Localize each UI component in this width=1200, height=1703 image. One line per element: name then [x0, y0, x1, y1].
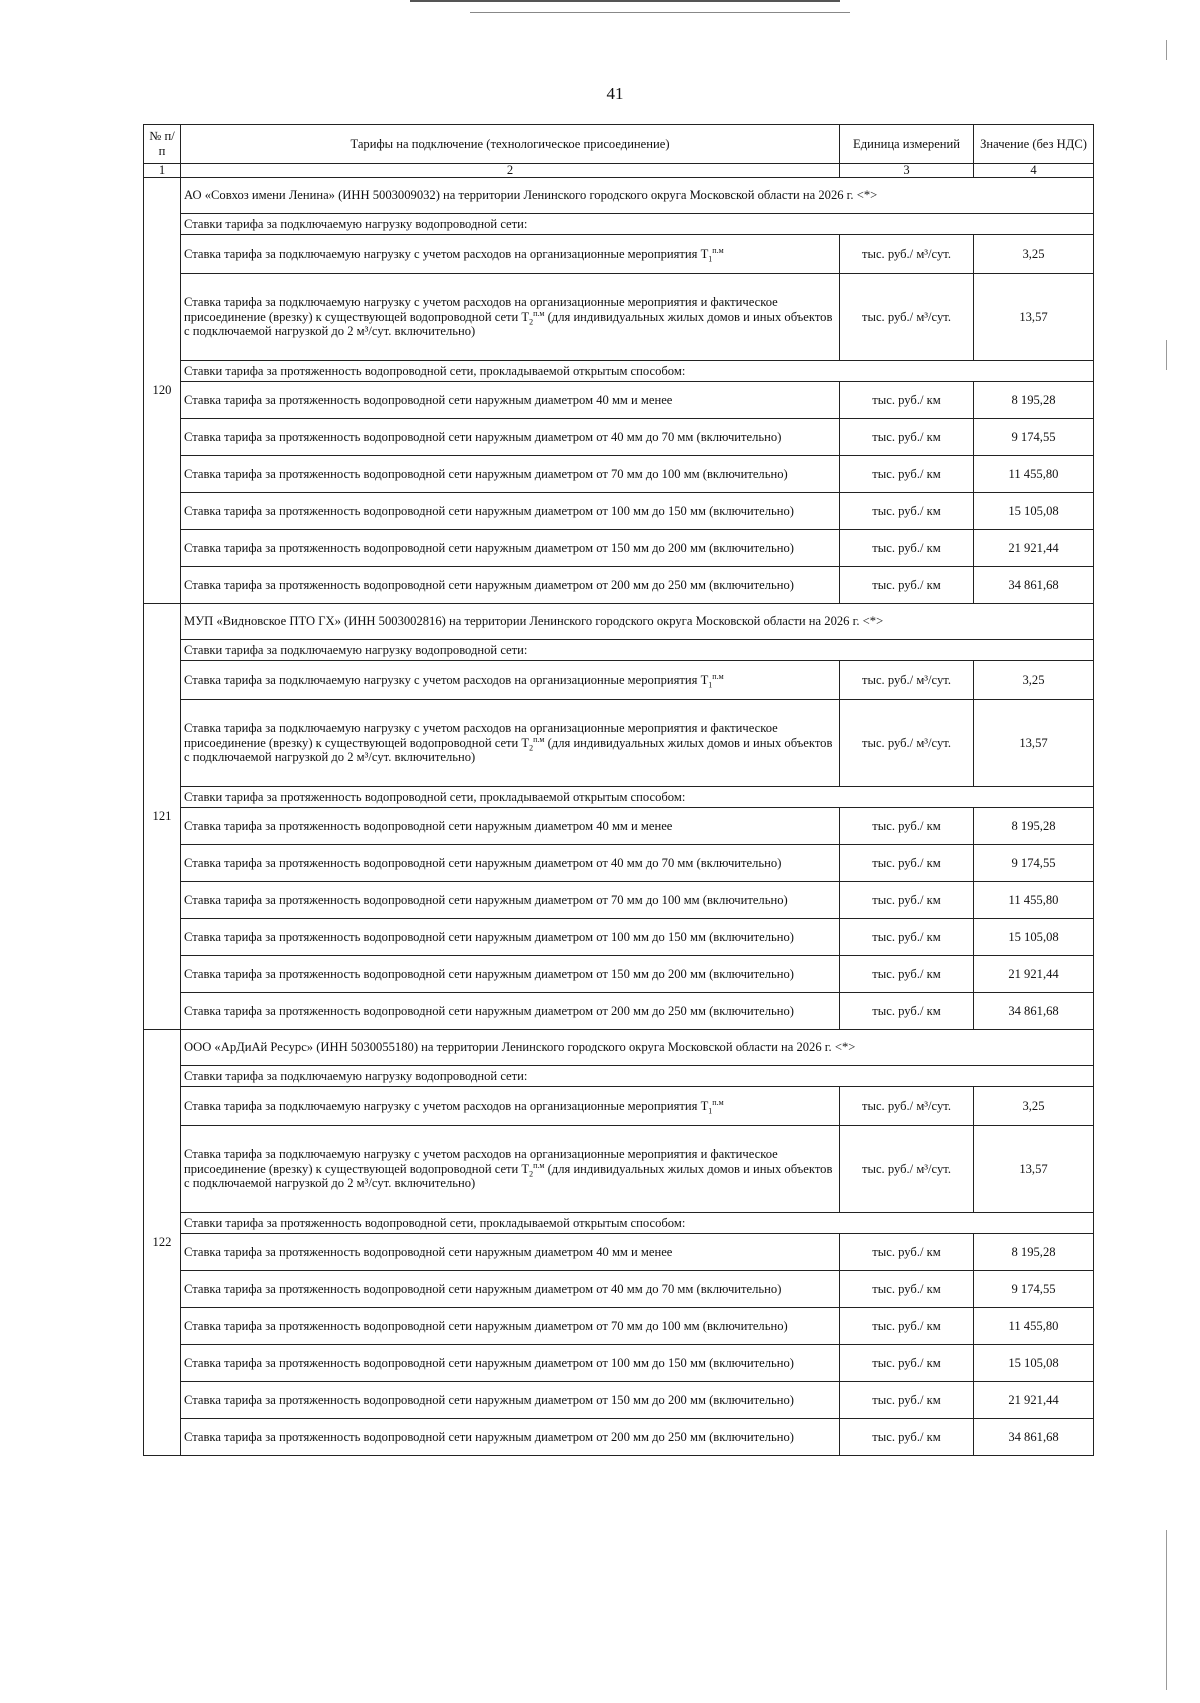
rate-superscript: п.м — [712, 671, 724, 681]
table-row — [144, 382, 1094, 419]
organization-row — [144, 178, 1094, 214]
rate-value: 21 921,44 — [974, 956, 1094, 993]
organization-row — [144, 604, 1094, 640]
rate-subscript: 1 — [708, 680, 713, 690]
rate-value: 8 195,28 — [974, 808, 1094, 845]
rate-value: 11 455,80 — [974, 882, 1094, 919]
rate-value: 11 455,80 — [974, 456, 1094, 493]
rate-text: Ставка тарифа за подключаемую нагрузку с учетом расходов на организационные мероприятия и фактическое присоединение (врезку) к существующей водопроводной сети T — [184, 721, 778, 750]
rate-text: Ставка тарифа за подключаемую нагрузку с учетом расходов на организационные мероприятия T — [184, 1098, 709, 1113]
table-row — [144, 882, 1094, 919]
section-row — [144, 1066, 1094, 1087]
rate-value: 13,57 — [974, 274, 1094, 361]
table-row — [144, 956, 1094, 993]
table-row — [144, 1382, 1094, 1419]
rate-value: 15 105,08 — [974, 1345, 1094, 1382]
rate-superscript: п.м — [712, 245, 724, 255]
row-number: 122 — [144, 1030, 181, 1456]
rate-subscript: 2 — [529, 1169, 534, 1179]
rate-text: Ставка тарифа за подключаемую нагрузку с учетом расходов на организационные мероприятия T — [184, 672, 709, 687]
rate-unit: тыс. руб./ км — [840, 1271, 974, 1308]
rate-description: Ставка тарифа за протяженность водопроводной сети наружным диаметром от 70 мм до 100 мм (включительно) — [181, 456, 840, 493]
rate-text: Ставка тарифа за подключаемую нагрузку с учетом расходов на организационные мероприятия и фактическое присоединение (врезку) к существующей водопроводной сети T — [184, 295, 778, 324]
rate-description: Ставка тарифа за протяженность водопроводной сети наружным диаметром от 200 мм до 250 мм (включительно) — [181, 993, 840, 1030]
header-value: Значение (без НДС) — [974, 125, 1094, 164]
rate-text-tail: (для индивидуальных жилых домов и иных объектов с подключаемой нагрузкой до 2 м³/сут. включительно) — [184, 735, 833, 765]
rate-unit: тыс. руб./ км — [840, 919, 974, 956]
header-num: № п/п — [144, 125, 181, 164]
rate-description — [181, 274, 840, 361]
rate-description: Ставка тарифа за протяженность водопроводной сети наружным диаметром от 100 мм до 150 мм (включительно) — [181, 1345, 840, 1382]
rate-description: Ставка тарифа за протяженность водопроводной сети наружным диаметром 40 мм и менее — [181, 1234, 840, 1271]
table-row — [144, 567, 1094, 604]
rate-unit: тыс. руб./ км — [840, 1419, 974, 1456]
rate-value: 9 174,55 — [974, 419, 1094, 456]
table-row — [144, 661, 1094, 700]
rate-unit: тыс. руб./ км — [840, 530, 974, 567]
scan-edge-line — [470, 12, 850, 13]
page-number: 41 — [606, 84, 624, 103]
rate-unit: тыс. руб./ км — [840, 1345, 974, 1382]
organization-title: ООО «АрДиАй Ресурс» (ИНН 5030055180) на территории Ленинского городского округа Московской области на 2026 г. <*> — [181, 1030, 1094, 1066]
rate-description — [181, 661, 840, 700]
section-title-length: Ставки тарифа за протяженность водопроводной сети, прокладываемой открытым способом: — [181, 361, 1094, 382]
rate-description: Ставка тарифа за протяженность водопроводной сети наружным диаметром от 70 мм до 100 мм (включительно) — [181, 882, 840, 919]
rate-unit: тыс. руб./ км — [840, 956, 974, 993]
rate-unit: тыс. руб./ м³/сут. — [840, 1087, 974, 1126]
rate-description: Ставка тарифа за протяженность водопроводной сети наружным диаметром от 100 мм до 150 мм (включительно) — [181, 919, 840, 956]
section-row — [144, 787, 1094, 808]
table-row — [144, 1234, 1094, 1271]
rate-superscript: п.м — [712, 1097, 724, 1107]
rate-unit: тыс. руб./ м³/сут. — [840, 235, 974, 274]
rate-description: Ставка тарифа за протяженность водопроводной сети наружным диаметром от 40 мм до 70 мм (включительно) — [181, 845, 840, 882]
rate-description: Ставка тарифа за протяженность водопроводной сети наружным диаметром от 100 мм до 150 мм (включительно) — [181, 493, 840, 530]
rate-superscript: п.м — [533, 1160, 545, 1170]
rate-value: 21 921,44 — [974, 1382, 1094, 1419]
rate-unit: тыс. руб./ км — [840, 1234, 974, 1271]
rate-unit: тыс. руб./ км — [840, 1382, 974, 1419]
row-number: 121 — [144, 604, 181, 1030]
scan-margin-mark — [1166, 1530, 1167, 1690]
table-row — [144, 419, 1094, 456]
rate-value: 15 105,08 — [974, 919, 1094, 956]
rate-unit: тыс. руб./ км — [840, 845, 974, 882]
rate-value: 3,25 — [974, 661, 1094, 700]
rate-value: 3,25 — [974, 1087, 1094, 1126]
scan-edge-line — [410, 0, 840, 5]
rate-value: 3,25 — [974, 235, 1094, 274]
table-row — [144, 700, 1094, 787]
rate-subscript: 1 — [708, 1106, 713, 1116]
section-row — [144, 214, 1094, 235]
rate-description: Ставка тарифа за протяженность водопроводной сети наружным диаметром от 70 мм до 100 мм (включительно) — [181, 1308, 840, 1345]
table-row — [144, 530, 1094, 567]
header-name: Тарифы на подключение (технологическое присоединение) — [181, 125, 840, 164]
column-index: 2 — [181, 164, 840, 178]
rate-subscript: 1 — [708, 254, 713, 264]
table-body — [144, 178, 1094, 1456]
rate-superscript: п.м — [533, 308, 545, 318]
table-row — [144, 919, 1094, 956]
table-row — [144, 1271, 1094, 1308]
rate-unit: тыс. руб./ м³/сут. — [840, 274, 974, 361]
row-number: 120 — [144, 178, 181, 604]
section-title-length: Ставки тарифа за протяженность водопроводной сети, прокладываемой открытым способом: — [181, 787, 1094, 808]
tariff-table — [143, 124, 1094, 1456]
rate-value: 13,57 — [974, 1126, 1094, 1213]
rate-unit: тыс. руб./ км — [840, 382, 974, 419]
rate-description: Ставка тарифа за протяженность водопроводной сети наружным диаметром от 200 мм до 250 мм (включительно) — [181, 567, 840, 604]
rate-description: Ставка тарифа за протяженность водопроводной сети наружным диаметром от 40 мм до 70 мм (включительно) — [181, 1271, 840, 1308]
rate-value: 15 105,08 — [974, 493, 1094, 530]
rate-description — [181, 700, 840, 787]
table-row — [144, 1308, 1094, 1345]
column-index: 1 — [144, 164, 181, 178]
rate-unit: тыс. руб./ км — [840, 882, 974, 919]
rate-description — [181, 1126, 840, 1213]
rate-value: 21 921,44 — [974, 530, 1094, 567]
rate-subscript: 2 — [529, 743, 534, 753]
section-title-load: Ставки тарифа за подключаемую нагрузку водопроводной сети: — [181, 1066, 1094, 1087]
rate-unit: тыс. руб./ м³/сут. — [840, 661, 974, 700]
rate-value: 13,57 — [974, 700, 1094, 787]
rate-unit: тыс. руб./ м³/сут. — [840, 700, 974, 787]
table-row — [144, 1126, 1094, 1213]
table-row — [144, 235, 1094, 274]
rate-description: Ставка тарифа за протяженность водопроводной сети наружным диаметром от 150 мм до 200 мм (включительно) — [181, 1382, 840, 1419]
rate-value: 11 455,80 — [974, 1308, 1094, 1345]
column-index-row — [144, 164, 1094, 178]
section-title-length: Ставки тарифа за протяженность водопроводной сети, прокладываемой открытым способом: — [181, 1213, 1094, 1234]
organization-title: МУП «Видновское ПТО ГХ» (ИНН 5003002816) на территории Ленинского городского округа Московской области на 2026 г. <*> — [181, 604, 1094, 640]
rate-value: 9 174,55 — [974, 845, 1094, 882]
table-row — [144, 808, 1094, 845]
rate-value: 34 861,68 — [974, 993, 1094, 1030]
section-row — [144, 640, 1094, 661]
table-header-row — [144, 125, 1094, 164]
section-row — [144, 1213, 1094, 1234]
table-row — [144, 493, 1094, 530]
rate-unit: тыс. руб./ км — [840, 808, 974, 845]
table-row — [144, 845, 1094, 882]
rate-description — [181, 235, 840, 274]
table-row — [144, 993, 1094, 1030]
rate-unit: тыс. руб./ км — [840, 567, 974, 604]
table-row — [144, 1345, 1094, 1382]
table-row — [144, 274, 1094, 361]
rate-description: Ставка тарифа за протяженность водопроводной сети наружным диаметром 40 мм и менее — [181, 382, 840, 419]
rate-description — [181, 1087, 840, 1126]
rate-description: Ставка тарифа за протяженность водопроводной сети наружным диаметром от 150 мм до 200 мм (включительно) — [181, 956, 840, 993]
rate-text-tail: (для индивидуальных жилых домов и иных объектов с подключаемой нагрузкой до 2 м³/сут. включительно) — [184, 309, 833, 339]
header-unit: Единица измерений — [840, 125, 974, 164]
rate-subscript: 2 — [529, 317, 534, 327]
rate-unit: тыс. руб./ км — [840, 456, 974, 493]
scan-margin-mark — [1166, 340, 1167, 370]
rate-value: 9 174,55 — [974, 1271, 1094, 1308]
section-row — [144, 361, 1094, 382]
rate-description: Ставка тарифа за протяженность водопроводной сети наружным диаметром от 200 мм до 250 мм (включительно) — [181, 1419, 840, 1456]
rate-unit: тыс. руб./ км — [840, 1308, 974, 1345]
organization-title: АО «Совхоз имени Ленина» (ИНН 5003009032) на территории Ленинского городского округа Московской области на 2026 г. <*> — [181, 178, 1094, 214]
section-title-load: Ставки тарифа за подключаемую нагрузку водопроводной сети: — [181, 214, 1094, 235]
scan-margin-mark — [1166, 40, 1167, 60]
rate-value: 8 195,28 — [974, 382, 1094, 419]
table-row — [144, 456, 1094, 493]
rate-description: Ставка тарифа за протяженность водопроводной сети наружным диаметром 40 мм и менее — [181, 808, 840, 845]
rate-unit: тыс. руб./ км — [840, 419, 974, 456]
rate-superscript: п.м — [533, 734, 545, 744]
rate-description: Ставка тарифа за протяженность водопроводной сети наружным диаметром от 150 мм до 200 мм (включительно) — [181, 530, 840, 567]
rate-text: Ставка тарифа за подключаемую нагрузку с учетом расходов на организационные мероприятия T — [184, 246, 709, 261]
column-index: 3 — [840, 164, 974, 178]
section-title-load: Ставки тарифа за подключаемую нагрузку водопроводной сети: — [181, 640, 1094, 661]
tariff-table-container — [143, 124, 1094, 1456]
rate-description: Ставка тарифа за протяженность водопроводной сети наружным диаметром от 40 мм до 70 мм (включительно) — [181, 419, 840, 456]
column-index: 4 — [974, 164, 1094, 178]
rate-value: 34 861,68 — [974, 567, 1094, 604]
table-row — [144, 1419, 1094, 1456]
rate-unit: тыс. руб./ м³/сут. — [840, 1126, 974, 1213]
rate-unit: тыс. руб./ км — [840, 493, 974, 530]
rate-text-tail: (для индивидуальных жилых домов и иных объектов с подключаемой нагрузкой до 2 м³/сут. включительно) — [184, 1161, 833, 1191]
rate-text: Ставка тарифа за подключаемую нагрузку с учетом расходов на организационные мероприятия и фактическое присоединение (врезку) к существующей водопроводной сети T — [184, 1147, 778, 1176]
organization-row — [144, 1030, 1094, 1066]
rate-value: 8 195,28 — [974, 1234, 1094, 1271]
rate-unit: тыс. руб./ км — [840, 993, 974, 1030]
rate-value: 34 861,68 — [974, 1419, 1094, 1456]
table-row — [144, 1087, 1094, 1126]
